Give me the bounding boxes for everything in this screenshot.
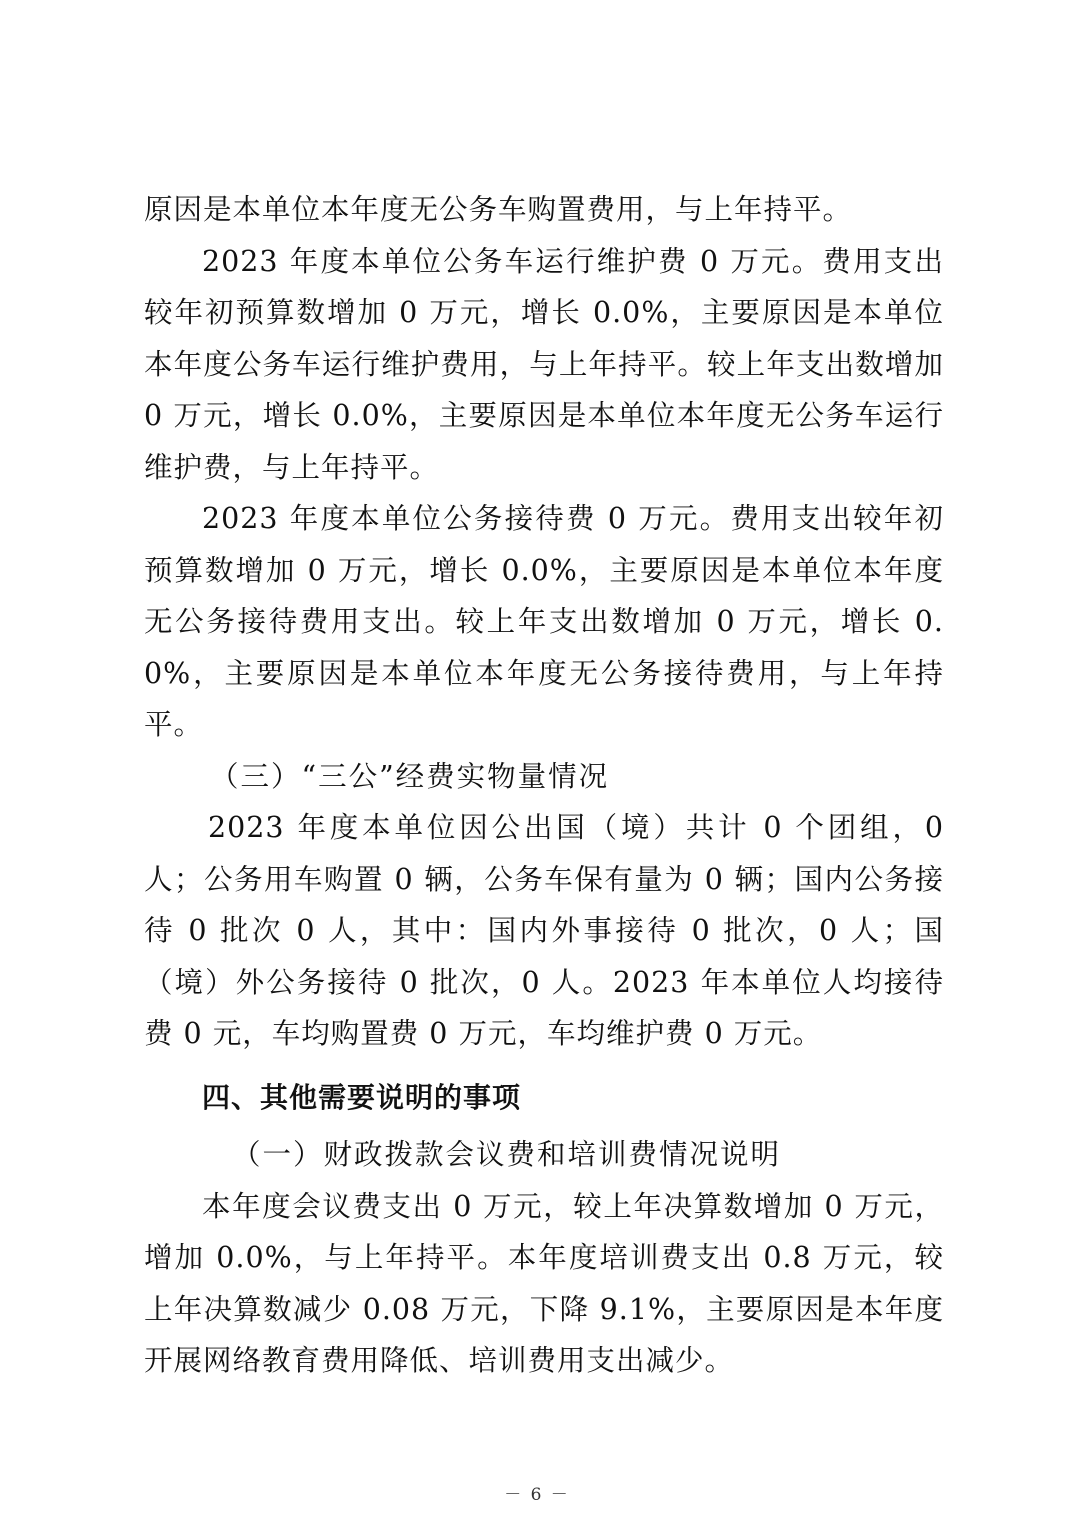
page-number: － 6 － (504, 1485, 570, 1505)
paragraph-vehicle-maintenance: 2023 年度本单位公务车运行维护费 0 万元。费用支出较年初预算数增加 0 万元，增长 0.0%，主要原因是本单位本年度公务车运行维护费用，与上年持平。较上年支出数增加 0 万元，增长 0.0%，主要原因是本单位本年度无公务车运行维护费，与上年持平。 (144, 244, 944, 484)
document-body (144, 184, 944, 1387)
paragraph-official-reception: 2023 年度本单位公务接待费 0 万元。费用支出较年初预算数增加 0 万元，增长 0.0%，主要原因是本单位本年度无公务接待费用支出。较上年支出数增加 0 万元，增长 0.0%，主要原因是本单位本年度无公务接待费用，与上年持平。 (144, 502, 944, 741)
subheading-three-public-quantity: （三）“三公”经费实物量情况 (210, 759, 610, 793)
paragraph-meeting-training-fees: 本年度会议费支出 0 万元，较上年决算数增加 0 万元，增加 0.0%，与上年持平。本年度培训费支出 0.8 万元，较上年决算数减少 0.08 万元，下降 9.1%，主要原因是本年度开展网络教育费用降低、培训费用支出减少。 (144, 1189, 944, 1377)
subheading-meeting-training-fees: （一）财政拨款会议费和培训费情况说明 (232, 1138, 782, 1171)
section-heading-other-matters: 四、其他需要说明的事项 (202, 1080, 522, 1114)
paragraph-three-public-quantity: 2023 年度本单位因公出国（境）共计 0 个团组，0 人；公务用车购置 0 辆，公务车保有量为 0 辆；国内公务接待 0 批次 0 人，其中：国内外事接待 0 批次，0 人；国（境）外公务接待 0 批次，0 人。2023 年本单位人均接待费 0 元，车均购置费 0 万元，车均维护费 0 万元。 (144, 811, 944, 1050)
paragraph-vehicle-purchase-continuation: 原因是本单位本年度无公务车购置费用，与上年持平。 (144, 193, 853, 226)
